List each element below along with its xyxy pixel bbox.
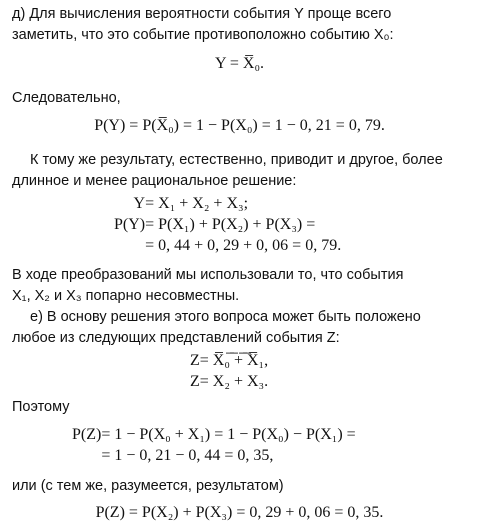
paragraph-transformations-line-1: В ходе преобразований мы использовали то, что события bbox=[12, 267, 404, 283]
equation-probability-z-alt: P(Z) = P(X₂) + P(X₃) = 0, 29 + 0, 06 = 0, 35. bbox=[95, 504, 384, 521]
paragraph-same-result-line-1: К тому же результату, естественно, приводит и другое, более bbox=[30, 152, 443, 168]
equation-rhs: = 0, 44 + 0, 29 + 0, 06 = 0, 79. bbox=[145, 237, 342, 254]
equation-rhs: = 1 − 0, 21 − 0, 44 = 0, 35, bbox=[101, 447, 274, 464]
equation-lhs-empty bbox=[114, 235, 145, 256]
equation-rhs: = 1 − P(X₀ + X₁) = 1 − P(X₀) − P(X₁) = bbox=[101, 426, 356, 443]
equation-probability-y: P(Y) = P(X̅₀) = 1 − P(X₀) = 1 − 0, 21 = 0, 79. bbox=[94, 117, 385, 134]
equation-rhs: = X̅₀̅ ̅+̅ ̅X̅₁, bbox=[199, 352, 269, 369]
paragraph-same-result-line-2: длинное и менее рациональное решение: bbox=[12, 173, 297, 189]
equation-lhs: P(Z) bbox=[72, 426, 102, 443]
equation-lhs: P(Y) bbox=[114, 216, 146, 233]
paragraph-transformations-line-2: X₁, X₂ и X₃ попарно несовместны. bbox=[12, 288, 240, 304]
paragraph-d-line-2: заметить, что это событие противоположно событию X₀: bbox=[12, 27, 394, 43]
equation-rhs: = X₂ + X₃. bbox=[199, 373, 269, 390]
text-therefore-2: Поэтому bbox=[12, 399, 70, 415]
equation-block-z-representations bbox=[190, 350, 268, 392]
equation-lhs-empty bbox=[72, 445, 101, 466]
paragraph-e-line-1: е) В основу решения этого вопроса может быть положено bbox=[30, 309, 421, 325]
equation-lhs: Z bbox=[190, 352, 200, 369]
equation-lhs: Z bbox=[190, 373, 200, 390]
equation-rhs: = P(X₁) + P(X₂) + P(X₃) = bbox=[145, 216, 316, 233]
text-or-same-result: или (с тем же, разумеется, результатом) bbox=[12, 478, 284, 494]
paragraph-e-line-2: любое из следующих представлений события Z: bbox=[12, 330, 340, 346]
equation-y-complement: Y = X̅₀. bbox=[214, 55, 265, 72]
equation-lhs: Y bbox=[133, 195, 146, 212]
paragraph-d-line-1: д) Для вычисления вероятности события Y проще всего bbox=[12, 6, 392, 22]
equation-block-probability-z bbox=[72, 424, 356, 466]
text-therefore: Следовательно, bbox=[12, 90, 121, 106]
equation-rhs: = X₁ + X₂ + X₃; bbox=[145, 195, 249, 212]
equation-block-y-sum bbox=[114, 193, 341, 256]
